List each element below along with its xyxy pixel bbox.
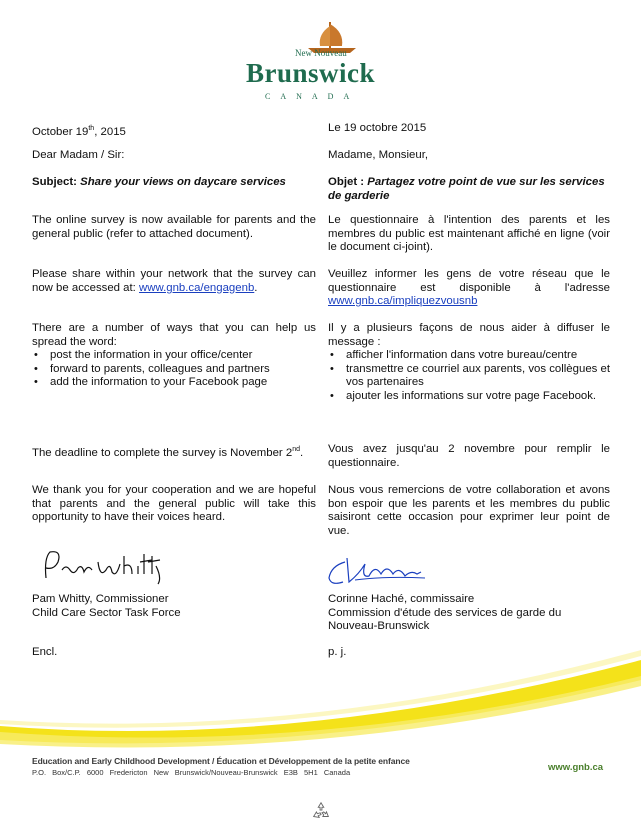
deadline-fr: Vous avez jusqu'au 2 novembre pour remplir le questionnaire. bbox=[328, 443, 610, 469]
signature-pam-whitty bbox=[40, 548, 170, 588]
intro-fr: Le questionnaire à l'intention des parents et les membres du public est maintenant affiché en ligne (voir le document ci-joint). bbox=[328, 214, 610, 254]
list-item: • ajouter les informations sur votre page Facebook. bbox=[328, 390, 610, 404]
footer-address: P.O. Box/C.P. 6000 Fredericton New Brunswick/Nouveau-Brunswick E3B 5H1 Canada bbox=[32, 768, 351, 777]
salutation-fr: Madame, Monsieur, bbox=[328, 149, 429, 161]
ways-en: There are a number of ways that you can help us spread the word: • post the information in your office/center • forward to parents, colleagues and partners • add the information to your Facebook page bbox=[32, 322, 316, 390]
thanks-fr: Nous vous remercions de votre collaboration et avons bon espoir que les parents et les membres du public saisiront cette occasion pour exprimer leur point de vue. bbox=[328, 484, 610, 537]
logo-new-nouveau: New Nouveau bbox=[295, 48, 347, 58]
list-item: • post the information in your office/center bbox=[32, 349, 316, 363]
footer-department: Education and Early Childhood Development / Éducation et Développement de la petite enfance bbox=[32, 756, 410, 766]
intro-en: The online survey is now available for parents and the general public (refer to attached document). bbox=[32, 214, 316, 240]
thanks-en: We thank you for your cooperation and we are hopeful that parents and the general public will take this opportunity to have their voices heard. bbox=[32, 484, 316, 524]
ways-fr: Il y a plusieurs façons de nous aider à diffuser le message : • afficher l'information dans votre bureau/centre • transmettre ce courriel aux parents, vos collègues et vos partenaires • ajouter les informations sur votre page Facebook. bbox=[328, 322, 610, 404]
nb-logo bbox=[230, 18, 410, 101]
recycle-icon bbox=[310, 800, 332, 822]
list-item: • transmettre ce courriel aux parents, vos collègues et vos partenaires bbox=[328, 363, 610, 390]
signatory-fr: Corinne Haché, commissaire Commission d'étude des services de garde du Nouveau-Brunswick bbox=[328, 593, 562, 633]
date-en: October 19th, 2015 bbox=[32, 125, 126, 138]
signatory-en: Pam Whitty, Commissioner Child Care Sector Task Force bbox=[32, 593, 181, 619]
deadline-en: The deadline to complete the survey is November 2nd. bbox=[32, 446, 304, 459]
footer-website-link[interactable]: www.gnb.ca bbox=[548, 762, 604, 773]
bullet-list-fr bbox=[328, 349, 610, 403]
logo-brunswick: Brunswick bbox=[246, 58, 376, 88]
list-item: • forward to parents, colleagues and partners bbox=[32, 363, 316, 377]
bullet-list-en bbox=[32, 349, 316, 390]
list-item: • add the information to your Facebook page bbox=[32, 376, 316, 390]
share-fr: Veuillez informer les gens de votre réseau que le questionnaire est disponible à l'adresse www.gnb.ca/impliquezvousnb bbox=[328, 268, 610, 308]
engagenb-link[interactable]: www.gnb.ca/engagenb bbox=[139, 281, 255, 294]
share-en: Please share within your network that the survey can now be accessed at: www.gnb.ca/engagenb. bbox=[32, 268, 316, 294]
salutation-en: Dear Madam / Sir: bbox=[32, 149, 125, 161]
enclosure-en: Encl. bbox=[32, 646, 58, 658]
signature-corinne-hache bbox=[325, 552, 445, 592]
subject-fr: Objet : Partagez votre point de vue sur les services de garderie bbox=[328, 176, 605, 202]
yellow-swoosh bbox=[0, 640, 641, 760]
subject-en: Subject: Share your views on daycare services bbox=[32, 176, 286, 188]
list-item: • afficher l'information dans votre bureau/centre bbox=[328, 349, 610, 363]
date-fr: Le 19 octobre 2015 bbox=[328, 122, 427, 134]
impliquezvousnb-link[interactable]: www.gnb.ca/impliquezvousnb bbox=[328, 295, 478, 308]
logo-canada: CANADA bbox=[265, 92, 360, 101]
enclosure-fr: p. j. bbox=[328, 646, 347, 658]
